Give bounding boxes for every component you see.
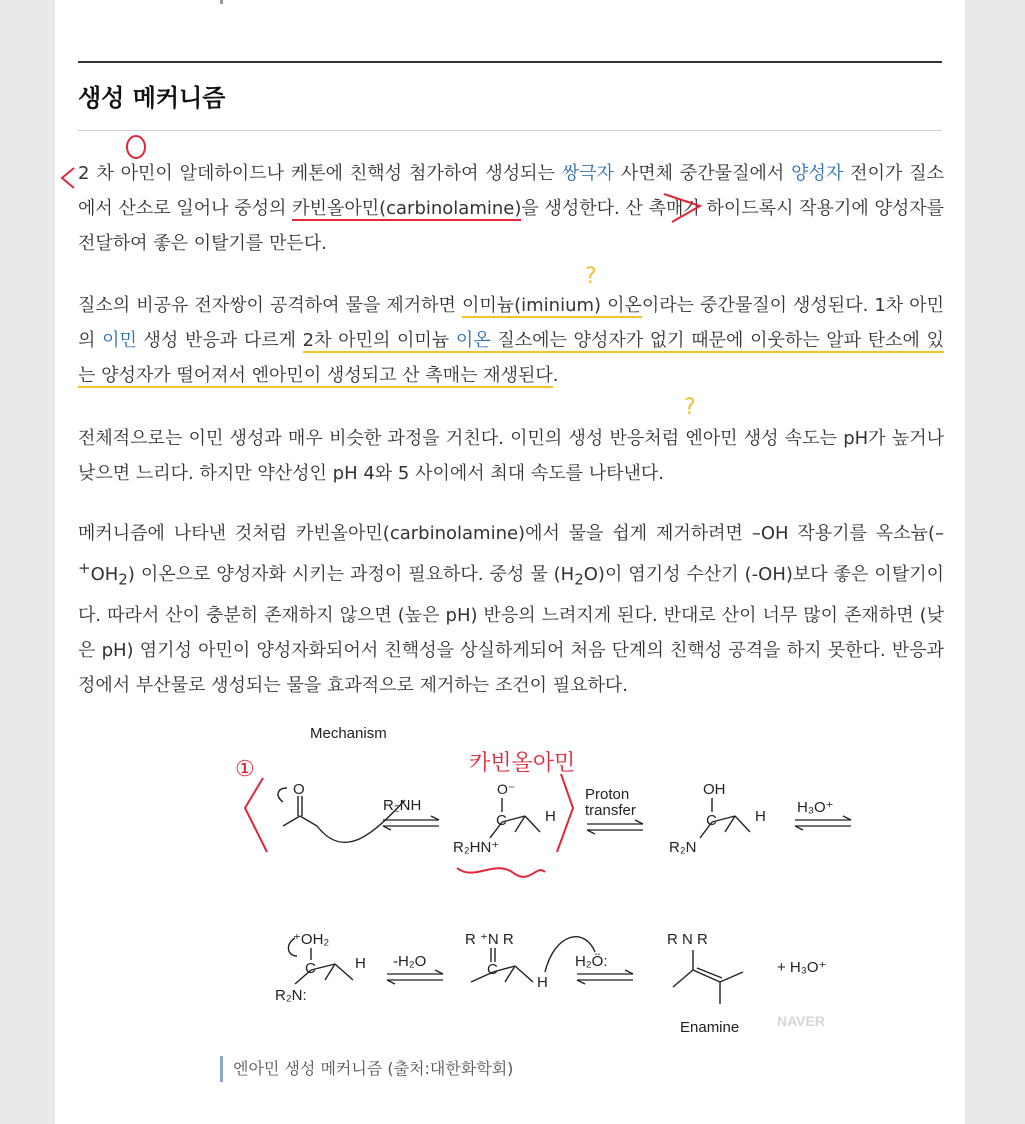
paragraph-2 — [78, 288, 944, 393]
p4-text-a: 메커니즘에 나타낸 것처럼 카빈올아민(carbinolamine)에서 물을 쉽게 제거하려면 –OH 작용기를 옥소늄(– — [78, 523, 944, 544]
proton-transfer-line1: Proton — [585, 786, 630, 803]
article-page — [55, 0, 965, 1124]
p1-text-b: 사면체 중간물질에서 — [613, 163, 792, 184]
p1-text-a: 2 차 아민이 알데하이드나 케톤에 친핵성 첨가하여 생성되는 — [78, 163, 562, 184]
annotation-carbinolamine: 카빈올아민 — [469, 750, 576, 775]
p4-text-b: OH — [90, 564, 119, 585]
paragraph-4 — [78, 516, 944, 703]
p4-sub2: 2 — [574, 570, 584, 589]
p2-highlight-b1: 2차 아민의 이미늄 — [302, 330, 456, 351]
section-title: 생성 메커니즘 — [78, 84, 226, 112]
figure-caption: 엔아민 생성 메커니즘 (출처:대한화학회) — [220, 1056, 513, 1082]
p1-text-d: 을 생성한다. 산 촉매가 하이드록시 작용기에 양성자를 전달하여 좋은 이탈기를 만든다. — [78, 198, 944, 254]
annotation-question-1: ? — [585, 264, 597, 289]
enamine-r-n-r: R N R — [667, 931, 708, 948]
scroll-remnant — [220, 0, 223, 4]
zwitterion-h: H — [545, 808, 556, 825]
reagent-r2nh: R₂NH — [383, 797, 422, 814]
iminium-h: H — [537, 974, 548, 991]
p1-highlight-carbinolamine: 카빈올아민(carbinolamine) — [292, 198, 522, 219]
oxonium-c: C — [305, 960, 316, 977]
title-underline — [78, 130, 942, 131]
carbinolamine-c: C — [706, 812, 717, 829]
mechanism-heading: Mechanism — [310, 725, 387, 742]
iminium-r-n-r: R ⁺N R — [465, 931, 514, 948]
p2-highlight-iminium: 이미늄(iminium) 이온 — [461, 295, 642, 316]
p2-highlight-b2: 질소에는 양성자가 없기 때문에 이웃하는 알파 탄소에 있는 양성자가 떨어져서 엔아민이 생성되고 산 촉매는 재생된다 — [78, 330, 944, 386]
proton-transfer-line2: transfer — [585, 802, 636, 819]
paragraph-1 — [78, 156, 944, 261]
enamine-structure — [673, 950, 743, 1004]
section-divider — [78, 61, 942, 63]
oxonium-r2n: R₂N: — [275, 987, 307, 1004]
equilibrium-arrow-5 — [577, 970, 633, 984]
link-proton[interactable]: 양성자 — [791, 163, 844, 184]
naver-watermark: NAVER — [777, 1013, 825, 1029]
mechanism-diagram — [165, 712, 865, 1052]
equilibrium-arrow-3 — [795, 816, 851, 830]
iminium-c: C — [487, 961, 498, 978]
carbinolamine-r2n: R₂N — [669, 839, 697, 856]
p2-text-b: 이라는 중간물질이 생성된다. 1차 아민의 — [78, 295, 944, 351]
equilibrium-arrow-4 — [387, 970, 443, 984]
enamine-label: Enamine — [680, 1019, 740, 1036]
p4-sup: + — [78, 559, 91, 577]
carbinolamine-h: H — [755, 808, 766, 825]
oxonium-oh2: ⁺OH₂ — [293, 931, 330, 948]
p4-sub1: 2 — [118, 570, 128, 589]
carbinolamine-oh: OH — [703, 781, 726, 798]
paragraph-3: 전체적으로는 이민 생성과 매우 비슷한 과정을 거친다. 이민의 생성 반응처럼 엔아민 생성 속도는 pH가 높거나 낮으면 느리다. 하지만 약산성인 pH 4와 5 사이에서 최대 속도를 나타낸다. — [78, 428, 944, 484]
reagent-minus-h2o: -H₂O — [393, 953, 427, 970]
link-dipole[interactable]: 쌍극자 — [561, 163, 614, 184]
p2-text-d: . — [552, 365, 559, 386]
oxonium-h: H — [355, 955, 366, 972]
reagent-h3o: H₃O⁺ — [797, 799, 834, 816]
zwitterion-c: C — [496, 812, 507, 829]
zwitterion-r2hn: R₂HN⁺ — [453, 839, 500, 856]
link-ion[interactable]: 이온 — [455, 330, 491, 351]
p1-text-c: 전이가 질소에서 산소로 일어나 중성의 — [78, 163, 944, 219]
link-imine[interactable]: 이민 — [102, 330, 137, 351]
annotation-circle-one: ① — [235, 756, 255, 781]
p2-text-a: 질소의 비공유 전자쌍이 공격하여 물을 제거하면 — [78, 295, 462, 316]
equilibrium-arrow-2 — [587, 820, 643, 834]
byproduct-h3o: + H₃O⁺ — [777, 959, 827, 976]
equilibrium-arrow-1 — [383, 816, 439, 830]
annotation-question-2: ? — [684, 395, 696, 420]
p4-text-c: ) 이온으로 양성자화 시키는 과정이 필요하다. 중성 물 (H — [127, 564, 575, 585]
zwitterion-o: O⁻ — [497, 781, 516, 797]
ketone-o: O — [293, 781, 305, 798]
mechanism-figure — [165, 712, 865, 1052]
reagent-h2o: H₂Ö: — [575, 953, 608, 970]
p2-text-c: 생성 반응과 다르게 — [136, 330, 303, 351]
p4-text-d: O)이 염기성 수산기 (-OH)보다 좋은 이탈기이다. 따라서 산이 충분히 존재하지 않으면 (높은 pH) 반응의 느려지게 된다. 반대로 산이 너무 많이 존재하면 (낮은 pH) 염기성 아민이 양성자화되어서 친핵성을 상실하게되어 처음 단계의 친핵성 공격을 하지 못한다. 반응과정에서 부산물로 생성되는 물을 효과적으로 제거하는 조건이 필요하다. — [78, 564, 944, 696]
